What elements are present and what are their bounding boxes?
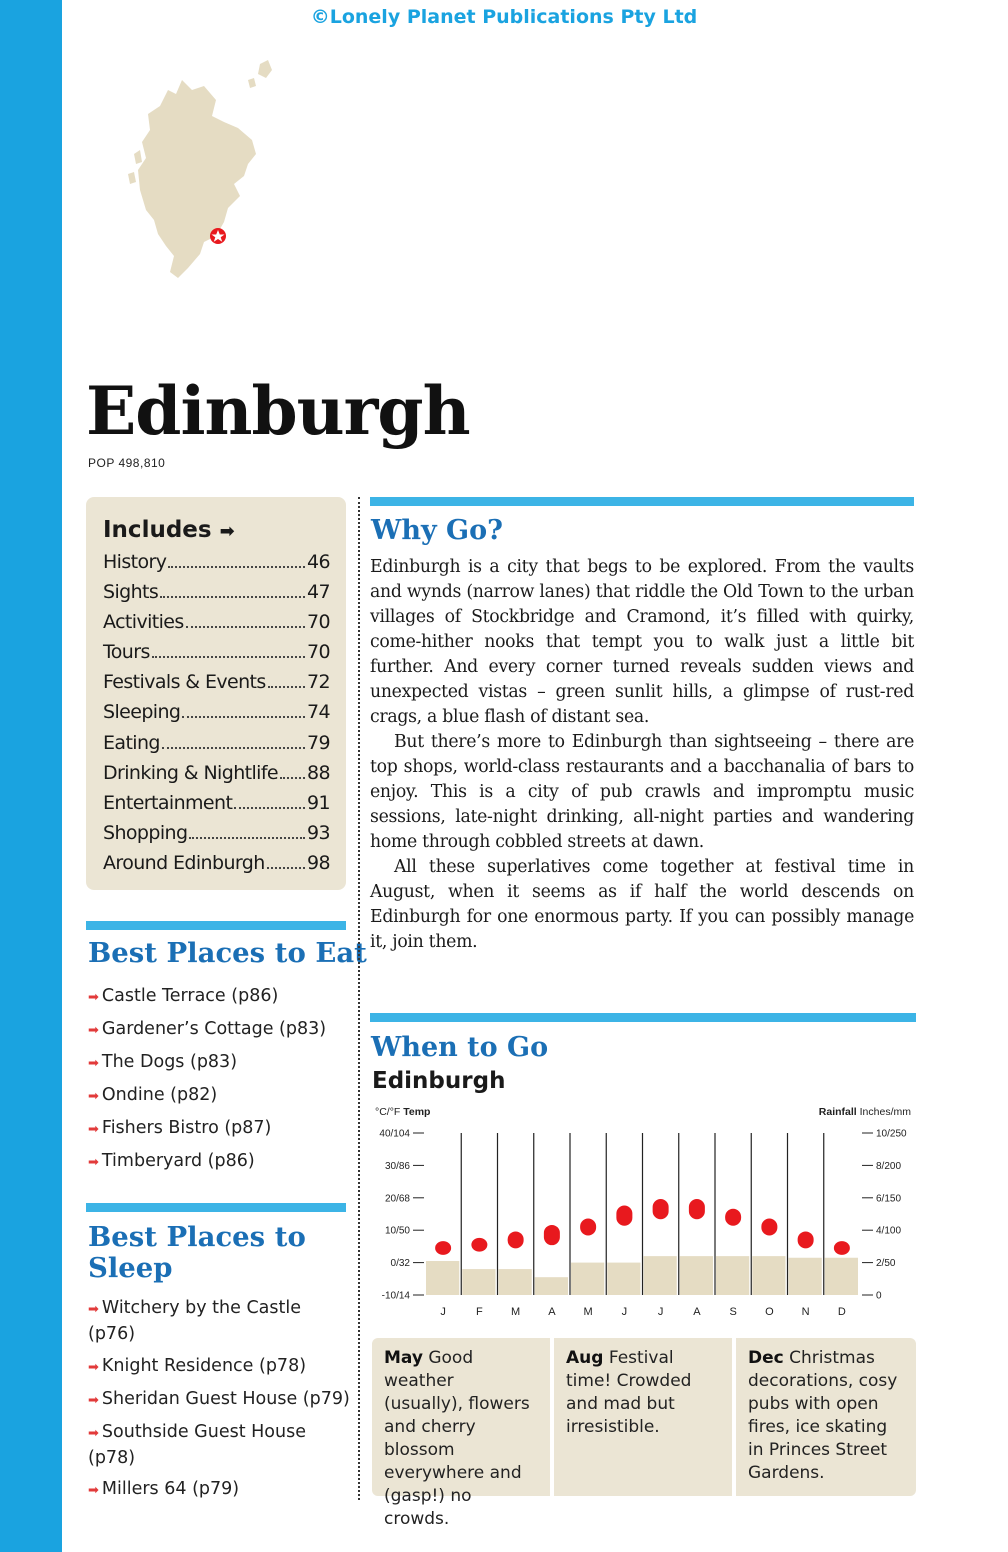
note-may: May Good weather (usually), flowers and cherry blossom everywhere and (gasp!) no crowds.: [372, 1338, 550, 1496]
month-label: O: [765, 1306, 774, 1318]
arrow-right-icon: ➡: [219, 521, 235, 542]
includes-item-page: 93: [307, 821, 330, 844]
right-axis-title: [819, 1106, 911, 1118]
leader-dots: [234, 807, 305, 809]
rain-bar: [571, 1263, 604, 1295]
leader-dots: [152, 656, 305, 658]
rain-bar: [607, 1263, 640, 1295]
includes-item: [103, 577, 330, 607]
includes-item-label: Sleeping: [103, 701, 181, 724]
rain-bar: [462, 1269, 495, 1295]
left-tick-label: 10/50: [384, 1225, 410, 1237]
includes-item-label: Eating: [103, 731, 160, 754]
includes-item-label: Drinking & Nightlife: [103, 761, 279, 784]
left-tick-label: 20/68: [384, 1193, 410, 1205]
left-axis-title: °C/°F Temp: [375, 1106, 431, 1118]
why-go-heading: Why Go?: [371, 515, 503, 546]
left-tick-label: 30/86: [384, 1160, 410, 1172]
temp-range-mark: [508, 1231, 524, 1248]
month-label: S: [729, 1306, 737, 1318]
includes-item: [103, 547, 330, 577]
includes-item-label: Sights: [103, 581, 159, 604]
left-tick-label: 40/104: [379, 1128, 410, 1140]
leader-dots: [160, 596, 305, 598]
list-item: ➡ Millers 64 (p79): [88, 1479, 240, 1499]
list-item: ➡ Knight Residence (p78): [88, 1356, 307, 1376]
month-label: D: [837, 1306, 846, 1318]
arrow-right-icon: ➡: [88, 1426, 99, 1441]
list-item: ➡ The Dogs (p83): [88, 1052, 238, 1072]
includes-item: [103, 818, 330, 848]
leader-dots: [280, 777, 305, 779]
rain-bar: [680, 1256, 713, 1295]
list-item: ➡ Sheridan Guest House (p79): [88, 1389, 350, 1409]
temp-range-mark: [580, 1218, 596, 1235]
list-item: ➡ Witchery by the Castle (p76): [88, 1298, 302, 1344]
month-label: N: [801, 1306, 810, 1318]
temp-range-mark: [761, 1218, 777, 1235]
why-go-text: Edinburgh is a city that begs to be explored. From the vaults and wynds (narrow lanes) that riddle the Old Town to the urban villages of Stockbridge and Cramond, it’s filled with quirky, come-hither nooks that tempt you to walk just a little bit further. And every corner turned reveals sudden views and unexpected vistas – green sunlit hills, a glimpse of rust-red crags, a blue flash of distant sea. But there’s more to Edinburgh than sightseeing – there are top shops, world-class restaurants and a bacchanalia of bars to enjoy. This is a city of pub crawls and impromptu music sessions, late-night drinking, all-night parties and wandering home through cobbled streets at dawn. All these superlatives come together at festival time in August, when it seems as if half the world descends on Edinburgh for one enormous party. If you can possibly manage it, join them.: [370, 557, 914, 952]
includes-item-label: Activities: [103, 611, 184, 634]
includes-item-page: 72: [307, 671, 330, 694]
includes-item: [103, 758, 330, 788]
leader-dots: [182, 716, 305, 718]
month-label: M: [583, 1306, 593, 1318]
right-tick-label: 0: [876, 1290, 882, 1302]
includes-item: [103, 728, 330, 758]
list-item: ➡ Ondine (p82): [88, 1085, 218, 1105]
side-color-bar: [0, 0, 62, 1552]
month-label: F: [476, 1306, 483, 1318]
month-label: J: [621, 1306, 628, 1318]
list-item: ➡ Southside Guest House (p78): [88, 1422, 306, 1468]
right-tick-label: 10/250: [876, 1128, 907, 1140]
temp-range-mark: [471, 1238, 487, 1252]
when-rule: [370, 1013, 916, 1022]
left-axis-title-bold: Temp: [403, 1106, 431, 1118]
right-tick-label: 2/50: [876, 1258, 896, 1270]
best-sleep-heading: Best Places to Sleep: [88, 1221, 306, 1284]
temp-range-mark: [834, 1241, 850, 1255]
list-item: ➡ Fishers Bistro (p87): [88, 1118, 272, 1138]
includes-item: [103, 637, 330, 667]
leader-dots: [168, 566, 305, 568]
includes-item-label: Around Edinburgh: [103, 851, 265, 874]
includes-item: [103, 607, 330, 637]
rain-bar: [499, 1269, 532, 1295]
temp-range-mark: [798, 1231, 814, 1248]
month-label: M: [511, 1306, 521, 1318]
includes-item-page: 47: [307, 581, 330, 604]
includes-item-page: 91: [307, 791, 330, 814]
scotland-silhouette: [138, 80, 256, 278]
arrow-right-icon: ➡: [88, 1023, 99, 1038]
rain-bar: [825, 1258, 858, 1295]
includes-item-page: 46: [307, 551, 330, 573]
left-tick-label: -10/14: [381, 1290, 410, 1302]
includes-item: [103, 788, 330, 818]
temp-range-mark: [653, 1199, 669, 1219]
arrow-right-icon: ➡: [88, 1089, 99, 1104]
includes-heading: Includes ➡: [103, 517, 235, 543]
page-title: Edinburgh: [86, 372, 470, 450]
temp-range-mark: [616, 1206, 632, 1226]
includes-item-label: Shopping: [103, 821, 188, 844]
leader-dots: [189, 837, 305, 839]
best-eat-heading: Best Places to Eat: [88, 937, 367, 969]
includes-item-page: 98: [307, 851, 330, 874]
rain-bar: [752, 1256, 785, 1295]
note-dec: Dec Christmas decorations, cosy pubs with open fires, ice skating in Princes Street Gardens.: [736, 1338, 916, 1496]
rain-bar: [535, 1277, 568, 1295]
arrow-right-icon: ➡: [88, 1155, 99, 1170]
leader-dots: [267, 867, 305, 869]
left-tick-label: 0/32: [390, 1258, 410, 1270]
column-divider: [358, 497, 360, 1500]
arrow-right-icon: ➡: [88, 1360, 99, 1375]
temp-range-mark: [544, 1225, 560, 1245]
arrow-right-icon: ➡: [88, 1122, 99, 1137]
leader-dots: [162, 747, 305, 749]
includes-item-page: 70: [307, 611, 330, 634]
includes-item-page: 79: [307, 731, 330, 754]
when-to-go-heading: When to Go: [371, 1032, 549, 1063]
arrow-right-icon: ➡: [88, 990, 99, 1005]
month-label: A: [548, 1306, 556, 1318]
copyright-notice: ©Lonely Planet Publications Pty Ltd: [310, 6, 698, 28]
includes-item-label: Tours: [103, 641, 150, 664]
includes-item: [103, 848, 330, 878]
arrow-right-icon: ➡: [88, 1056, 99, 1071]
includes-list: [103, 547, 330, 878]
scotland-locator-map: [120, 50, 280, 290]
leader-dots: [268, 686, 305, 688]
rain-bar: [644, 1256, 677, 1295]
climate-chart: [370, 1100, 916, 1330]
right-tick-label: 6/150: [876, 1193, 902, 1205]
right-axis-title-plain: Inches/mm: [859, 1106, 911, 1118]
rain-bar: [426, 1261, 459, 1295]
rain-bar: [789, 1258, 822, 1295]
arrow-right-icon: ➡: [88, 1483, 99, 1498]
note-aug: Aug Festival time! Crowded and mad but irresistible.: [554, 1338, 732, 1496]
includes-item-page: 88: [307, 761, 330, 784]
eat-rule: [86, 921, 346, 930]
list-item: ➡ Timberyard (p86): [88, 1151, 255, 1171]
month-label: A: [693, 1306, 701, 1318]
includes-item-label: Festivals & Events: [103, 671, 266, 694]
why-rule: [370, 497, 914, 506]
arrow-right-icon: ➡: [88, 1302, 99, 1317]
population: POP 498,810: [88, 456, 166, 470]
includes-item-label: History: [103, 551, 167, 573]
right-tick-label: 4/100: [876, 1225, 902, 1237]
leader-dots: [186, 626, 305, 628]
arrow-right-icon: ➡: [88, 1393, 99, 1408]
list-item: ➡ Castle Terrace (p86): [88, 986, 279, 1006]
includes-item-page: 74: [307, 701, 330, 724]
temp-range-mark: [725, 1209, 741, 1226]
month-label: J: [657, 1306, 664, 1318]
month-label: J: [440, 1306, 446, 1318]
includes-item: [103, 697, 330, 727]
right-axis-title-bold: Rainfall: [818, 1106, 860, 1118]
includes-item: [103, 667, 330, 697]
temp-range-mark: [689, 1199, 705, 1219]
chart-city: Edinburgh: [372, 1068, 506, 1094]
list-item: ➡ Gardener’s Cottage (p83): [88, 1019, 327, 1039]
right-tick-label: 8/200: [876, 1160, 902, 1172]
includes-box: [86, 497, 346, 890]
temp-range-mark: [435, 1241, 451, 1255]
includes-item-label: Entertainment: [103, 791, 233, 814]
sleep-rule: [86, 1203, 346, 1212]
rain-bar: [716, 1256, 749, 1295]
includes-item-page: 70: [307, 641, 330, 664]
